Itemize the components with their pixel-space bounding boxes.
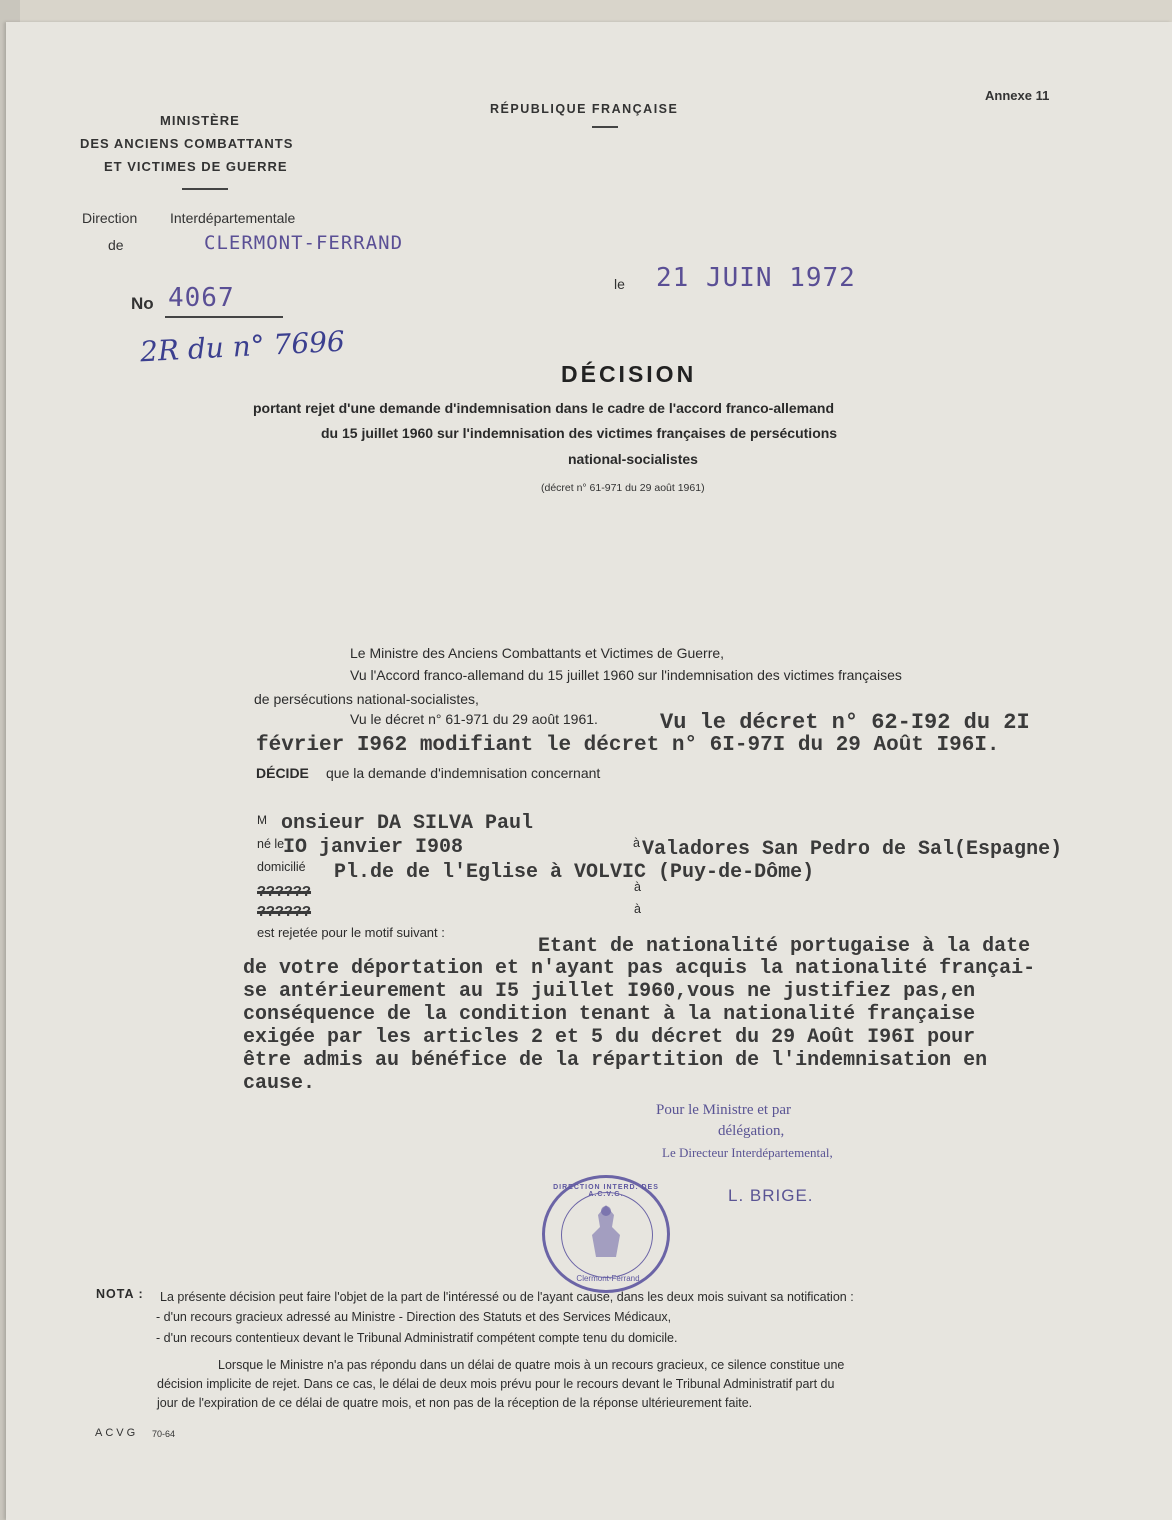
number-stamp: 4067: [168, 283, 235, 313]
seal-top-text: DIRECTION INTERD. DES A.C.V.G.: [553, 1184, 659, 1198]
direction-label: Direction: [82, 210, 138, 226]
direction-type: Interdépartementale: [170, 210, 296, 226]
date-label: le: [614, 276, 625, 292]
struck-line-1: ??????: [257, 884, 312, 901]
m-label: M: [257, 813, 267, 827]
nota-line-5: décision implicite de rejet. Dans ce cas, le délai de deux mois prévu pour le recours devant le Tribunal Administratif part du: [157, 1377, 835, 1391]
preamble-line-4: Vu le décret n° 61-971 du 29 août 1961.: [350, 711, 598, 727]
official-seal: [542, 1175, 670, 1293]
nota-line-3: - d'un recours contentieux devant le Tribunal Administratif compétent compte tenu du domicile.: [156, 1331, 678, 1345]
domicile-label: domicilié: [257, 860, 306, 874]
form-code: ACVG: [95, 1427, 139, 1439]
nota-line-4: Lorsque le Ministre n'a pas répondu dans un délai de quatre mois à un recours gracieux, ce silence constitue une: [218, 1358, 845, 1372]
reason-line-6: être admis au bénéfice de la répartition de l'indemnisation en: [243, 1049, 988, 1072]
born-at-label: à: [633, 836, 640, 850]
decide-word: DÉCIDE: [256, 765, 309, 781]
person-name: onsieur DA SILVA Paul: [281, 812, 534, 835]
reason-line-1: Etant de nationalité portugaise à la date: [538, 935, 1031, 958]
at-label-2: à: [634, 880, 641, 894]
typed-decree-1: Vu le décret n° 62-I92 du 2I: [660, 710, 1030, 735]
at-label-3: à: [634, 902, 641, 916]
direction-city-stamp: CLERMONT-FERRAND: [204, 232, 404, 254]
subtitle-line-2: du 15 juillet 1960 sur l'indemnisation des victimes françaises de persécutions: [321, 425, 838, 441]
decision-heading: DÉCISION: [561, 361, 697, 387]
born-place: Valadores San Pedro de Sal(Espagne): [642, 838, 1063, 861]
subtitle-line-1: portant rejet d'une demande d'indemnisation dans le cadre de l'accord franco-allemand: [253, 400, 835, 416]
ministry-line-1: MINISTÈRE: [160, 113, 240, 128]
republic-divider: [592, 126, 618, 128]
signature-line-1: Pour le Ministre et par: [656, 1102, 791, 1118]
preamble-line-3: de persécutions national-socialistes,: [254, 691, 479, 707]
signature-line-2: délégation,: [718, 1123, 785, 1139]
nota-label: NOTA :: [96, 1287, 144, 1301]
decide-rest: que la demande d'indemnisation concernant: [326, 765, 601, 781]
subtitle-line-3: national-socialistes: [568, 451, 698, 467]
domicile-address: Pl.de de l'Eglise à VOLVIC (Puy-de-Dôme): [334, 861, 815, 884]
form-number: 70-64: [152, 1429, 176, 1439]
reason-line-7: cause.: [243, 1072, 316, 1095]
ministry-line-2: DES ANCIENS COMBATTANTS: [80, 136, 294, 151]
number-label: No: [131, 294, 154, 313]
nota-line-2: - d'un recours gracieux adressé au Ministre - Direction des Statuts et des Services Médicaux,: [156, 1310, 672, 1324]
reason-line-5: exigée par les articles 2 et 5 du décret du 29 Août I96I pour: [243, 1026, 976, 1049]
republic-header: RÉPUBLIQUE FRANÇAISE: [490, 102, 679, 116]
decree-reference: (décret n° 61-971 du 29 août 1961): [541, 482, 705, 494]
handwritten-reference: 2R du n° 7696: [139, 324, 346, 369]
nota-line-6: jour de l'expiration de ce délai de quatre mois, et non pas de la réception de la réponse ultérieurement faite.: [157, 1396, 753, 1410]
header-divider: [182, 188, 228, 190]
preamble-line-2: Vu l'Accord franco-allemand du 15 juillet 1960 sur l'indemnisation des victimes françaises: [350, 667, 902, 683]
date-stamp: 21 JUIN 1972: [656, 263, 856, 293]
reason-line-3: se antérieurement au I5 juillet I960,vous ne justifiez pas,en: [243, 980, 976, 1003]
born-date: IO janvier I908: [283, 836, 464, 859]
preamble-line-1: Le Ministre des Anciens Combattants et Victimes de Guerre,: [350, 645, 725, 661]
number-underline: [165, 316, 283, 318]
ministry-line-3: ET VICTIMES DE GUERRE: [104, 159, 288, 174]
rejection-label: est rejetée pour le motif suivant :: [257, 925, 445, 940]
reason-line-4: conséquence de la condition tenant à la nationalité française: [243, 1003, 976, 1026]
annexe-label: Annexe 11: [985, 88, 1050, 103]
born-label: né le: [257, 837, 285, 851]
de-label: de: [108, 237, 124, 253]
typed-decree-2: février I962 modifiant le décret n° 6I-97I du 29 Août I96I.: [256, 734, 1000, 757]
signature-line-3: Le Directeur Interdépartemental,: [662, 1145, 833, 1160]
seal-bottom-text: Clermont-Ferrand: [576, 1274, 640, 1283]
nota-line-1: La présente décision peut faire l'objet de la part de l'intéressé ou de l'ayant cause, dans les deux mois suivant sa notification :: [160, 1290, 854, 1304]
struck-line-2: ??????: [257, 904, 312, 921]
reason-line-2: de votre déportation et n'ayant pas acquis la nationalité françai-: [243, 957, 1036, 980]
signatory-name: L. BRIGE.: [728, 1186, 814, 1205]
